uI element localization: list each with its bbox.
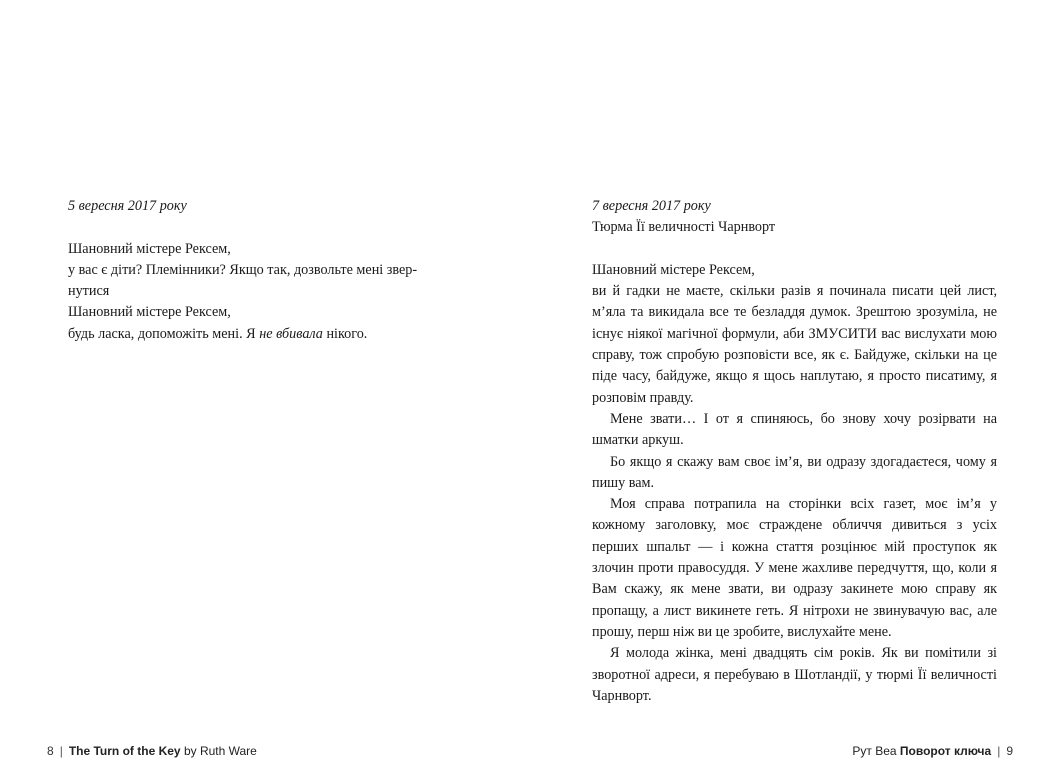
letter-greeting: Шановний містере Рексем, (68, 304, 231, 321)
left-page-text (68, 196, 473, 345)
letter-date: 5 вересня 2017 року (68, 198, 187, 214)
paragraph: Мене звати… І от я спиняюсь, бо знову хочу розірвати на шматки аркуш. (592, 410, 997, 449)
paragraph: Я молода жінка, мені двадцять сім років. Як ви помітили зі зворотної адреси, я перебуваю в Шотландії, у тюрмі Її величності Чарнворт. (592, 645, 997, 704)
page-number: 9 (1006, 744, 1013, 758)
page-number: 8 (47, 744, 54, 758)
emphasis-text: не вбивала (259, 325, 323, 342)
left-page (0, 0, 525, 783)
book-author: Рут Веа (852, 744, 897, 758)
letter-line: будь ласка, допоможіть мені. Я не вбивала нікого. (68, 325, 368, 342)
letter-line: у вас є діти? Племінники? Якщо так, дозвольте мені звер- (68, 261, 418, 278)
paragraph: Бо якщо я скажу вам своє ім’я, ви одразу здогадаєтеся, чому я пишу вам. (592, 453, 997, 491)
footer-separator: | (997, 744, 1001, 758)
book-author: by Ruth Ware (183, 744, 257, 758)
letter-greeting: Шановний містере Рексем, (68, 240, 231, 257)
book-title: The Turn of the Key (68, 744, 181, 758)
prison-address: Тюрма Її величності Чарнворт (592, 219, 776, 236)
paragraph: ви й гадки не маєте, скільки разів я починала писати цей лист, м’яла та викидала все те безладдя думок. Зрештою зрозуміла, не існує ніякої магічної формули, аби ЗМУСИТИ вас вислухати мою справу, тож спробую розповісти все, як є. Байдуже, скільки на це піде часу, байдуже, якщо я щось наплутаю, я просто писатиму, я розповім правду. (592, 283, 997, 406)
right-page (526, 0, 1051, 783)
letter-line: нутися (68, 283, 110, 300)
book-title: Поворот ключа (899, 744, 992, 758)
left-footer (47, 742, 257, 760)
right-footer (852, 742, 1013, 760)
paragraph: Моя справа потрапила на сторінки всіх газет, моє ім’я у кожному заголовку, моє страждене обличчя дивиться з усіх перших шпальт — і кожна стаття розцінює мій проступок як злочин проти правосуддя. У мене жахливе передчуття, що, коли я Вам скажу, як мене звати, ви одразу закинете мою справу як пропащу, а лист викинете геть. Я нітрохи не звинувачую вас, але прошу, перш ніж ви це зробите, вислухайте мене. (592, 496, 997, 640)
right-page-text (592, 196, 997, 707)
footer-separator: | (59, 744, 63, 758)
letter-date: 7 вересня 2017 року (592, 198, 711, 214)
letter-greeting: Шановний містере Рексем, (592, 261, 755, 278)
